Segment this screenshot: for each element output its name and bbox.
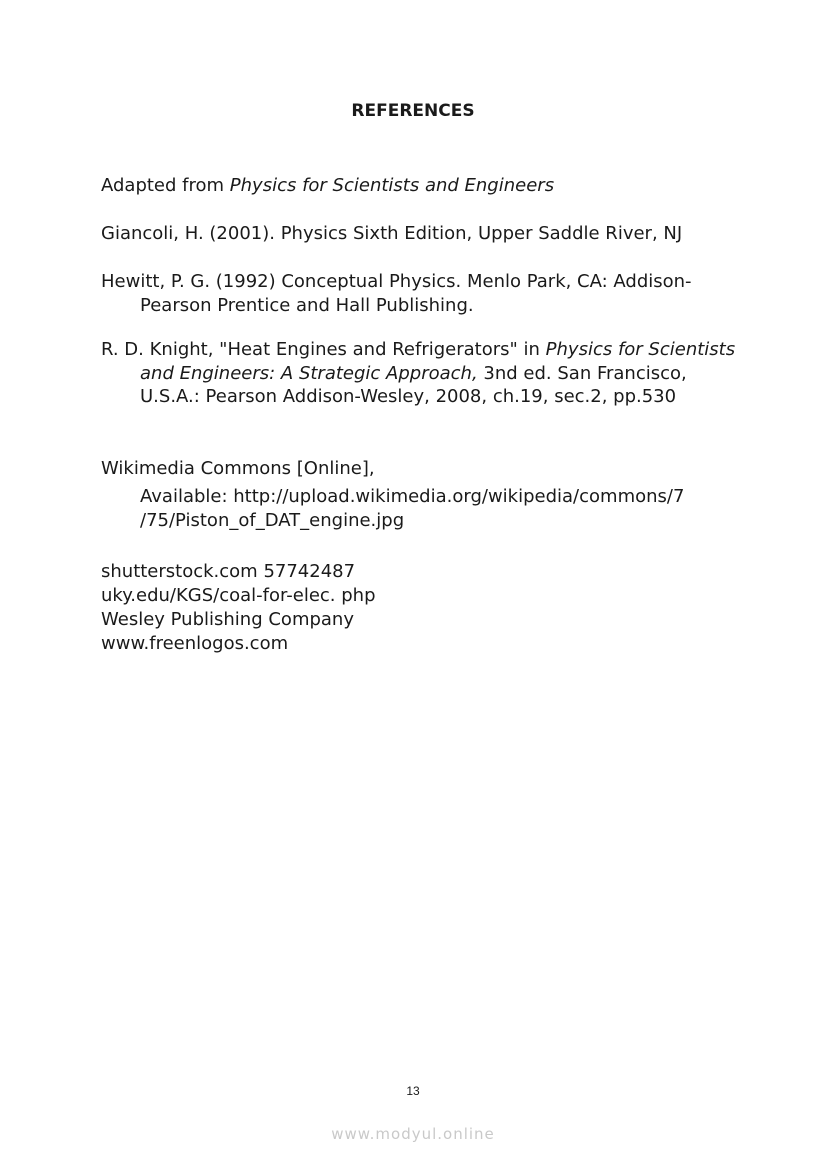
source-item: www.freenlogos.com xyxy=(101,633,289,654)
reference-book-title: Physics for Scientists and Engineers xyxy=(229,175,555,196)
page-number: 13 xyxy=(406,1084,420,1098)
reference-knight xyxy=(101,338,741,409)
reference-hewitt: Hewitt, P. G. (1992) Conceptual Physics. Menlo Park, CA: Addison-Pearson Prentice and Hall Publishing. xyxy=(101,271,692,316)
image-sources-list xyxy=(101,560,376,656)
reference-text: Wikimedia Commons [Online], xyxy=(101,458,375,479)
reference-text: 3nd ed. San Francisco, U.S.A.: Pearson Addison-Wesley, 2008, ch.19, sec.2, pp.530 xyxy=(140,362,687,407)
source-item: shutterstock.com 57742487 xyxy=(101,561,356,582)
source-item: uky.edu/KGS/coal-for-elec. php xyxy=(101,585,376,606)
reference-wikimedia xyxy=(101,457,741,534)
reference-url-line: /75/Piston_of_DAT_engine.jpg xyxy=(140,509,405,531)
source-item: Wesley Publishing Company xyxy=(101,609,354,630)
reference-giancoli: Giancoli, H. (2001). Physics Sixth Edition, Upper Saddle River, NJ xyxy=(101,223,683,244)
reference-book-title: Physics for Scientists and Engineers: A Strategic Approach, xyxy=(140,339,736,384)
page-title: REFERENCES xyxy=(351,101,475,121)
reference-url-line: Available: http://upload.wikimedia.org/wikipedia/commons/7 xyxy=(140,485,685,507)
watermark: www.modyul.online xyxy=(331,1125,495,1143)
reference-adapted-from xyxy=(101,174,741,198)
reference-text: Adapted from xyxy=(101,175,230,196)
reference-text: R. D. Knight, "Heat Engines and Refrigerators" in xyxy=(101,339,546,360)
